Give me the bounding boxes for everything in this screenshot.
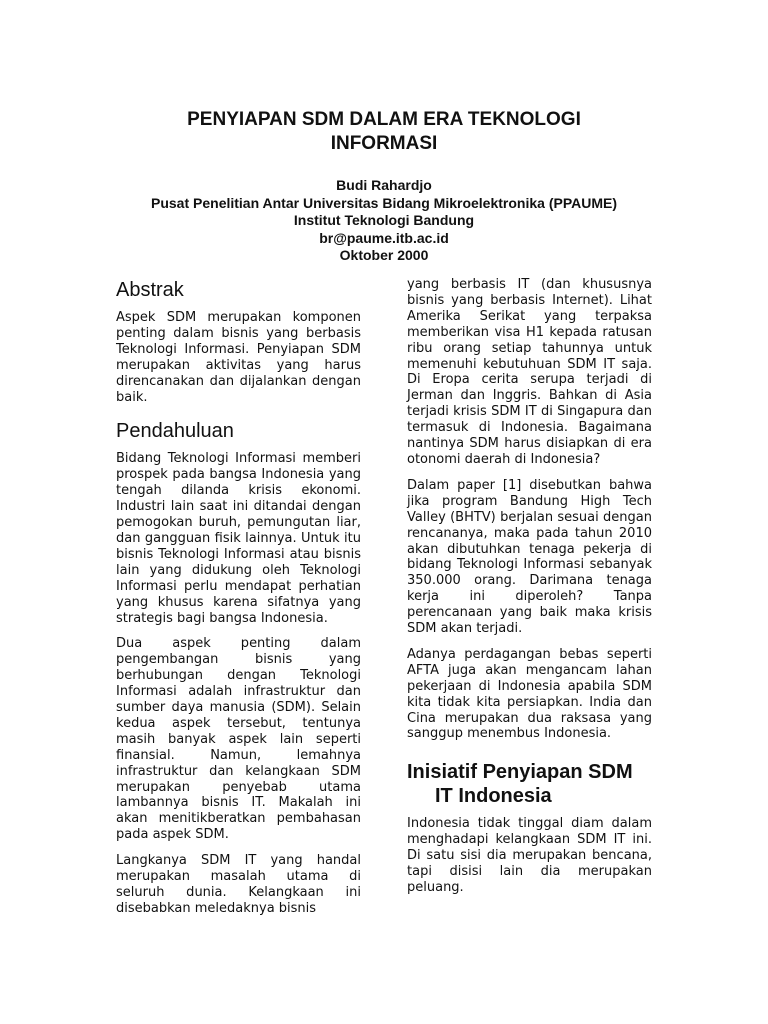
paper-header (0, 108, 768, 265)
introduction-paragraph: Adanya perdagangan bebas seperti AFTA juga akan mengancam lahan pekerjaan di Indonesia apabila SDM kita tidak kita persiapkan. India dan Cina merupakan dua raksasa yang sanggup menembus Indonesia. (407, 646, 652, 742)
abstract-text: Aspek SDM merupakan komponen penting dalam bisnis yang berbasis Teknologi Informasi. Penyiapan SDM merupakan aktivitas yang harus direncanakan dan dijalankan dengan baik. (116, 310, 361, 405)
introduction-paragraph: yang berbasis IT (dan khususnya bisnis yang berbasis Internet). Lihat Amerika Serikat yang terpaksa memberikan visa H1 kepada ratusan ribu orang setiap tahunnya untuk memenuhi kebutuhuan SDM IT saja. Di Eropa cerita serupa terjadi di Jerman dan Inggris. Bahkan di Asia terjadi krisis SDM IT di Singapura dan termasuk di Indonesia. Bagaimana nantinya SDM harus disiapkan di era otonomi daerah di Indonesia? (407, 277, 652, 467)
introduction-paragraph: Dalam paper [1] disebutkan bahwa jika program Bandung High Tech Valley (BHTV) berjalan sesuai dengan rencananya, maka pada tahun 2010 akan dibutuhkan tenaga pekerja di bidang Teknologi Informasi sebanyak 350.000 orang. Darimana tenaga kerja ini diperoleh? Tanpa perencanaan yang baik maka krisis SDM akan terjadi. (407, 477, 652, 637)
author-email: br@paume.itb.ac.id (319, 229, 449, 246)
author-affiliation: Pusat Penelitian Antar Universitas Bidang Mikroelektronika (PPAUME) (151, 194, 617, 211)
initiative-heading-line2: IT Indonesia (435, 785, 552, 808)
introduction-paragraph: Bidang Teknologi Informasi memberi prospek pada bangsa Indonesia yang tengah dilanda krisis ekonomi. Industri lain saat ini ditandai dengan pemogokan buruh, pemungutan liar, dan gangguan fisik lainnya. Untuk itu bisnis Teknologi Informasi atau bisnis lain yang didukung oleh Teknologi Informasi perlu mendapat perhatian yang khusus karena sifatnya yang strategis bagi bangsa Indonesia. (116, 451, 361, 626)
introduction-paragraph: Dua aspek penting dalam pengembangan bisnis yang berhubungan dengan Teknologi Informasi adalah infrastruktur dan sumber daya manusia (SDM). Selain kedua aspek tersebut, tentunya masih banyak aspek lain seperti finansial. Namun, lemahnya infrastruktur dan kelangkaan SDM merupakan penyebab utama lambannya bisnis IT. Makalah ini akan menitikberatkan pembahasan pada aspek SDM. (116, 636, 361, 843)
publication-date: Oktober 2000 (339, 247, 429, 263)
left-column (116, 272, 361, 927)
introduction-paragraph: Langkanya SDM IT yang handal merupakan masalah utama di seluruh dunia. Kelangkaan ini disebabkan meledaknya bisnis (116, 853, 361, 916)
author-name: Budi Rahardjo (336, 177, 432, 193)
abstract-heading: Abstrak (116, 279, 184, 301)
introduction-heading: Pendahuluan (116, 420, 234, 443)
author-block (0, 177, 768, 265)
initiative-heading-line1: Inisiatif Penyiapan SDM (407, 761, 633, 784)
right-column (407, 277, 652, 906)
initiative-text: Indonesia tidak tinggal diam dalam menghadapi kelangkaan SDM IT ini. Di satu sisi dia merupakan bencana, tapi disisi lain dia merupakan peluang. (407, 816, 652, 895)
paper-title: PENYIAPAN SDM DALAM ERA TEKNOLOGI INFORMASI (187, 109, 581, 154)
initiative-heading (407, 760, 652, 808)
author-institution: Institut Teknologi Bandung (293, 212, 475, 228)
